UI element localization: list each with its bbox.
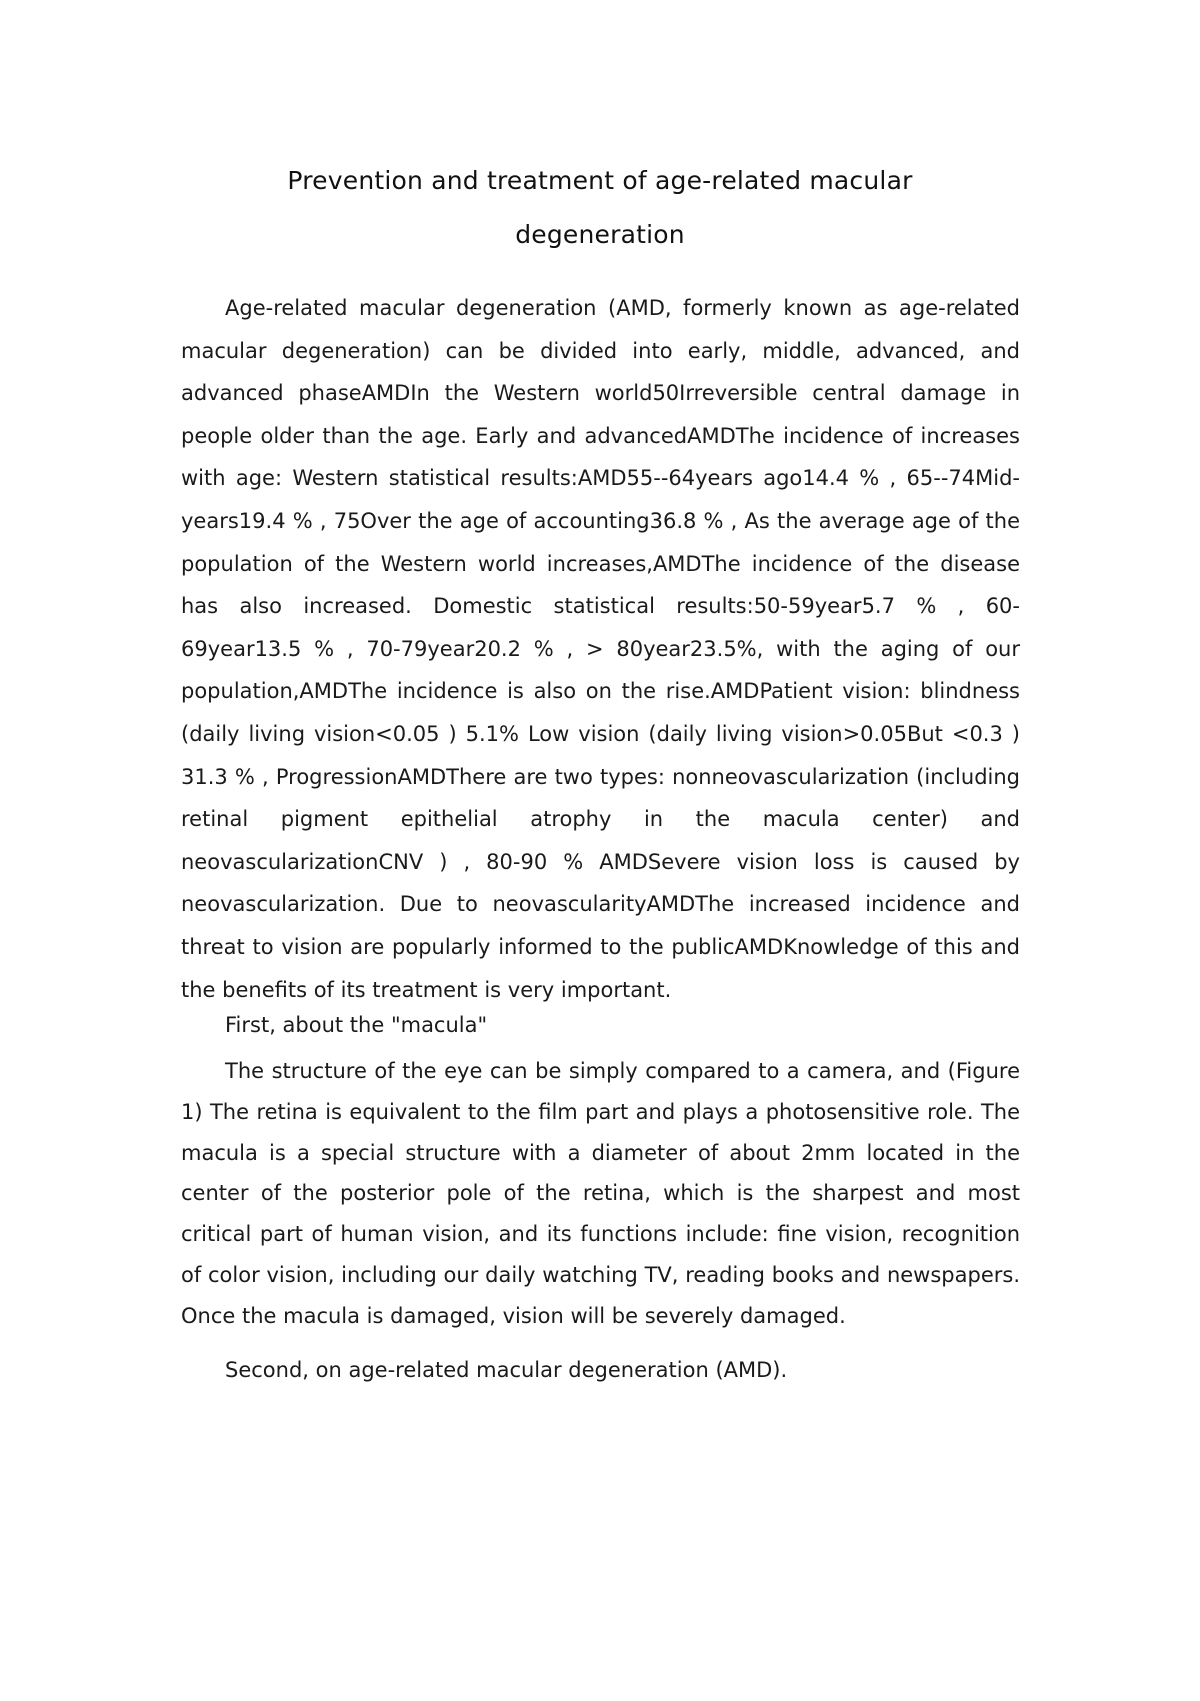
paragraph-amd-overview: Age-related macular degeneration (AMD, formerly known as age-related macular degeneration) can be divided into early, middle, advanced, and advanced phaseAMDIn the Western world50Irreversible central damage in people older than the age. Early and advancedAMDThe incidence of increases with age: Western statistical results:AMD55--64years ago14.4 % , 65--74Mid-years19.4 % , 75Over the age of accounting36.8 % , As the average age of the population of the Western world increases,AMDThe incidence of the disease has also increased. Domestic statistical results:50-59year5.7 % , 60-69year13.5 % , 70-79year20.2 % , > 80year23.5%, with the aging of our population,AMDThe incidence is also on the rise.AMDPatient vision: blindness (daily living vision<0.05 ) 5.1% Low vision (daily living vision>0.05But <0.3 ) 31.3 % , ProgressionAMDThere are two types: nonneovascularization (including retinal pigment epithelial atrophy in the macula center) and neovascularizationCNV ) , 80-90 % AMDSevere vision loss is caused by neovascularization. Due to neovascularityAMDThe increased incidence and threat to vision are popularly informed to the publicAMDKnowledge of this and the benefits of its treatment is very important. — [181, 296, 1020, 1002]
section-heading-macula: First, about the "macula" — [225, 1013, 488, 1037]
document-title-line-2: degeneration — [515, 220, 685, 249]
document-title-line-1: Prevention and treatment of age-related macular — [287, 166, 913, 195]
section-heading-amd: Second, on age-related macular degeneration (AMD). — [225, 1358, 788, 1382]
paragraph-macula-structure: The structure of the eye can be simply compared to a camera, and (Figure 1) The retina is equivalent to the film part and plays a photosensitive role. The macula is a special structure with a diameter of about 2mm located in the center of the posterior pole of the retina, which is the sharpest and most critical part of human vision, and its functions include: fine vision, recognition of color vision, including our daily watching TV, reading books and newspapers. Once the macula is damaged, vision will be severely damaged. — [181, 1059, 1020, 1328]
